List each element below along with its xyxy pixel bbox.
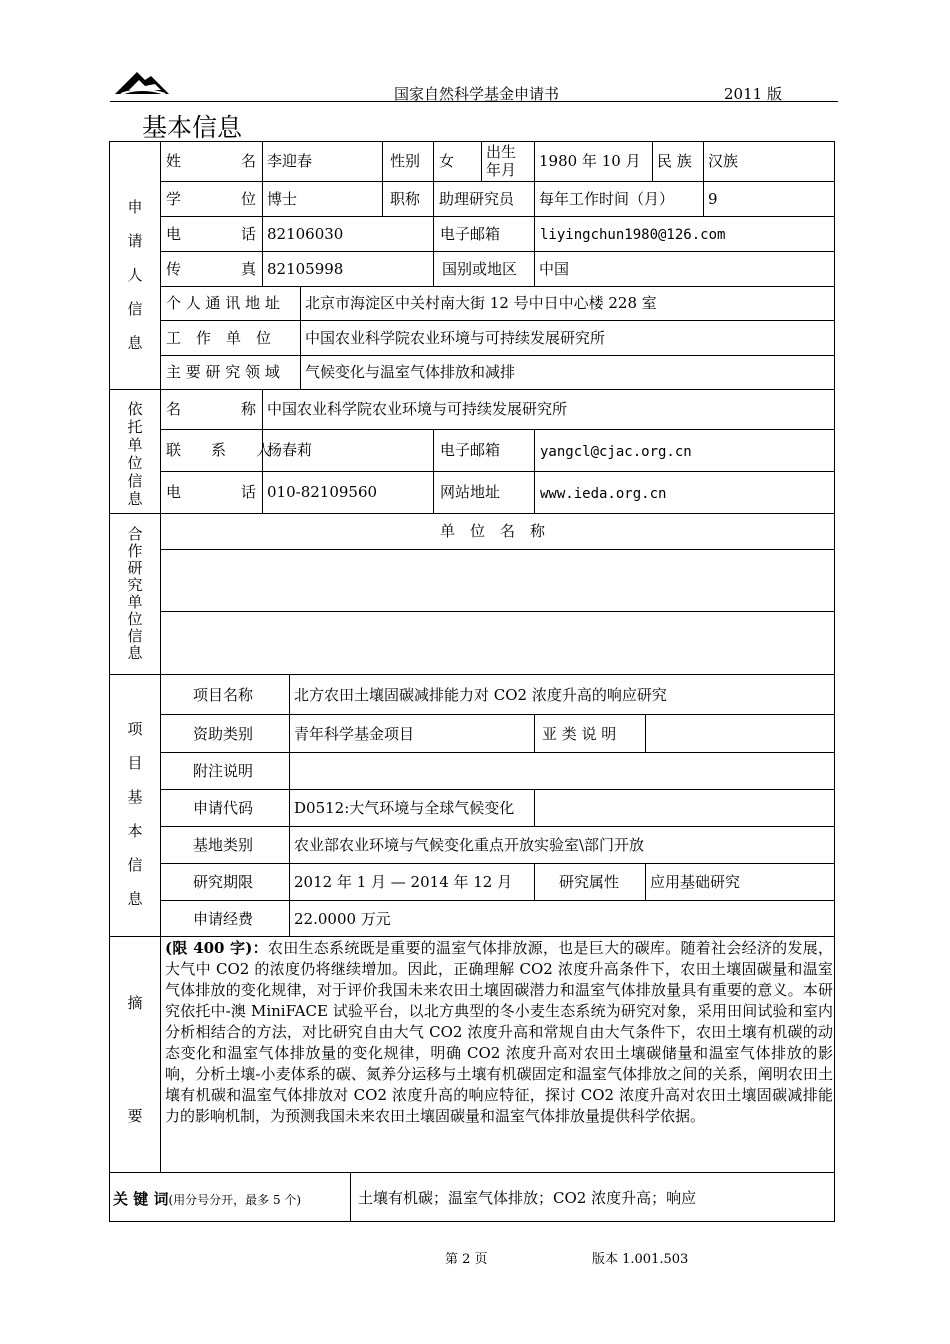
host-website: www.ieda.org.cn [540, 486, 667, 502]
attr-label: 研究属性 [559, 873, 620, 891]
section-title: 基本信息 [142, 113, 243, 142]
keywords-label: 关 键 词 [113, 1190, 169, 1208]
abstract-group-label: 摘 要 [127, 994, 143, 1125]
abstract-text: 农田生态系统既是重要的温室气体排放源，也是巨大的碳库。随着社会经济的发展，大气中 CO2 的浓度仍将继续增加。因此，正确理解 CO2 浓度升高条件下，农田土壤固碳量和温室气体排放的变化规律，对于评价我国未来农田土壤固碳潜力和温室气体排放量具有重要的意义。本研究依托中-澳 MiniFACE 试验平台，以北方典型的冬小麦生态系统为研究对象，采用田间试验和室内分析相结合的方法，对比研究自由大气 CO2 浓度升高和常规自由大气条件下，农田土壤有机碳的动态变化和温室气体排放量的变化规律，明确 CO2 浓度升高对农田土壤碳储量和温室气体排放的影响，分析土壤-小麦体系的碳、氮养分运移与土壤有机碳固定和温室气体排放之间的关系，阐明农田土壤有机碳和温室气体排放对 CO2 浓度升高的响应特征，探讨 CO2 浓度升高对农田土壤固碳减排能力的影响机制，为预测我国未来农田土壤固碳量和温室气体排放量提供科学依据。 [165, 939, 833, 1125]
project-period: 2012 年 1 月 — 2014 年 12 月 [294, 873, 513, 891]
applicant-gender: 女 [439, 152, 455, 170]
project-name: 北方农田土壤固碳减排能力对 CO2 浓度升高的响应研究 [294, 686, 667, 704]
abstract-text-block [165, 938, 833, 1127]
project-base: 农业部农业环境与气候变化重点开放实验室\部门开放 [294, 836, 645, 854]
host-email: yangcl@cjac.org.cn [540, 444, 692, 460]
host-email-label: 电子邮箱 [440, 441, 501, 459]
code-label: 申请代码 [193, 799, 254, 817]
project-name-label: 项目名称 [193, 686, 254, 704]
title-label: 职称 [390, 190, 421, 208]
applicant-title: 助理研究员 [439, 190, 515, 208]
gender-label: 性别 [390, 152, 421, 170]
applicant-unit: 中国农业科学院农业环境与可持续发展研究所 [305, 329, 606, 347]
host-contact-label: 联 系 人 [166, 441, 272, 459]
subtype-label: 亚 类 说 明 [542, 725, 617, 743]
address-label: 个 人 通 讯 地 址 [166, 294, 280, 312]
worktime-label: 每年工作时间（月） [539, 190, 675, 208]
applicant-ethnic: 汉族 [708, 152, 739, 170]
host-phone-label: 电 话 [166, 483, 257, 501]
ethnic-label: 民 族 [657, 152, 692, 170]
applicant-email: liyingchun1980@126.com [540, 227, 726, 243]
fax-label: 传 真 [166, 260, 257, 278]
nsfc-logo [115, 68, 169, 98]
applicant-name: 李迎春 [267, 152, 313, 170]
applicant-birth: 1980 年 10 月 [539, 152, 641, 170]
footer-page: 第 2 页 [445, 1252, 488, 1267]
header-version: 2011 版 [724, 85, 782, 103]
project-funding: 青年科学基金项目 [294, 725, 415, 743]
applicant-degree: 博士 [267, 190, 298, 208]
host-group-label: 依 托 单 位 信 息 [127, 400, 143, 508]
note-label: 附注说明 [193, 762, 254, 780]
host-phone: 010-82109560 [267, 483, 378, 501]
period-label: 研究期限 [193, 873, 254, 891]
host-name: 中国农业科学院农业环境与可持续发展研究所 [267, 400, 568, 418]
applicant-fax: 82105998 [267, 260, 344, 278]
project-group-label: 项 目 基 本 信 息 [127, 720, 143, 908]
header-rule [110, 101, 838, 102]
applicant-address: 北京市海淀区中关村南大街 12 号中日中心楼 228 室 [305, 294, 657, 312]
birth-label: 出生年月 [486, 143, 517, 179]
email-label: 电子邮箱 [440, 225, 501, 243]
project-code: D0512:大气环境与全球气候变化 [294, 799, 515, 817]
degree-label: 学 位 [166, 190, 257, 208]
funding-label: 资助类别 [193, 725, 254, 743]
applicant-group-label: 申 请 人 信 息 [127, 198, 143, 352]
footer-version: 版本 1.001.503 [592, 1252, 689, 1267]
header-title: 国家自然科学基金申请书 [394, 85, 560, 103]
host-name-label: 名 称 [166, 400, 257, 418]
keywords-label-block [113, 1188, 301, 1209]
host-website-label: 网站地址 [440, 483, 501, 501]
applicant-phone: 82106030 [267, 225, 344, 243]
unit-label: 工 作 单 位 [166, 329, 272, 347]
host-contact: 杨春莉 [267, 441, 313, 459]
phone-label: 电 话 [166, 225, 257, 243]
partner-group-label: 合 作 研 究 单 位 信 息 [127, 525, 143, 662]
applicant-field: 气候变化与温室气体排放和减排 [305, 363, 516, 381]
keywords-note: (用分号分开，最多 5 个) [168, 1193, 302, 1207]
keywords-value: 土壤有机碳；温室气体排放；CO2 浓度升高；响应 [358, 1189, 697, 1207]
partner-unit-name-header: 单 位 名 称 [440, 522, 546, 540]
project-attr: 应用基础研究 [650, 873, 741, 891]
applicant-country: 中国 [539, 260, 570, 278]
base-label: 基地类别 [193, 836, 254, 854]
budget-label: 申请经费 [193, 910, 254, 928]
applicant-worktime: 9 [708, 190, 718, 208]
name-label: 姓 名 [166, 152, 257, 170]
country-label: 国别或地区 [442, 260, 518, 278]
field-label: 主 要 研 究 领 域 [166, 363, 280, 381]
abstract-limit: (限 400 字)： [165, 939, 268, 957]
project-budget: 22.0000 万元 [294, 910, 391, 928]
